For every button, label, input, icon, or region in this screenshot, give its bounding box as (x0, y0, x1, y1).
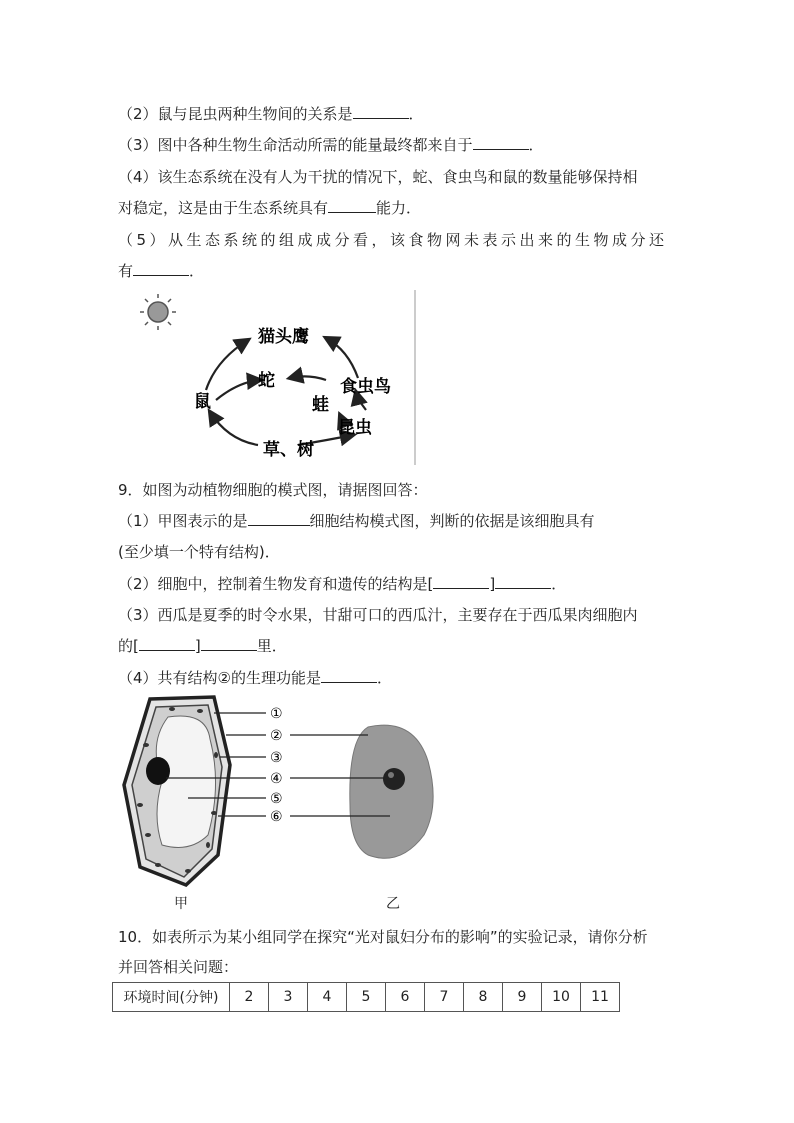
q8-part3: （3）图中各种生物生命活动所需的能量最终都来自于 ． (118, 136, 544, 154)
label-3: ③ (270, 750, 283, 766)
table-cell: 11 (581, 983, 620, 1012)
frog-label: 蛙 (312, 395, 329, 415)
plant-cell (124, 697, 230, 885)
q9-part1-line1: （1）甲图表示的是 细胞结构模式图，判断的依据是该细胞具有 (118, 512, 595, 530)
mouse-label: 鼠 (194, 392, 211, 412)
table-cell: 9 (503, 983, 542, 1012)
bird-label: 食虫鸟 (340, 377, 391, 397)
q8-part5-line1: （5）从生态系统的组成成分看，该食物网未表示出来的生物成分还 (118, 231, 668, 249)
answer-blank[interactable] (321, 668, 377, 683)
animal-cell (350, 725, 433, 858)
table-cell: 6 (386, 983, 425, 1012)
table-cell: 2 (230, 983, 269, 1012)
insect-label: 昆虫 (338, 418, 372, 438)
label-5: ⑤ (270, 791, 283, 807)
table-cell: 8 (464, 983, 503, 1012)
label-4: ④ (270, 771, 283, 787)
label-6: ⑥ (270, 809, 283, 825)
table-row (113, 983, 620, 1012)
answer-blank[interactable] (328, 198, 376, 213)
record-table (112, 982, 620, 1012)
answer-blank[interactable] (495, 574, 551, 589)
q8-part4-line1: （4）该生态系统在没有人为干扰的情况下，蛇、食虫鸟和鼠的数量能够保持相 (118, 168, 638, 186)
q9-part3-line2: 的[ ] 里． (118, 637, 287, 655)
answer-blank[interactable] (473, 135, 529, 150)
q9-part2: （2）细胞中，控制着生物发育和遗传的结构是[ ] ． (118, 575, 567, 593)
answer-blank[interactable] (433, 574, 489, 589)
q8-part4-line2: 对稳定，这是由于生态系统具有 能力． (118, 199, 422, 217)
snake-label: 蛇 (258, 371, 275, 391)
table-header-cell: 环境时间(分钟) (113, 983, 230, 1012)
table-cell: 4 (308, 983, 347, 1012)
answer-blank[interactable] (133, 261, 189, 276)
table-cell: 5 (347, 983, 386, 1012)
q9-part3-line1: （3）西瓜是夏季的时令水果，甘甜可口的西瓜汁，主要存在于西瓜果肉细胞内 (118, 606, 638, 624)
food-web-diagram (118, 290, 418, 465)
plants-label: 草、树 (263, 440, 314, 460)
caption-jia: 甲 (174, 896, 188, 912)
q9-part4: （4）共有结构②的生理功能是 ． (118, 669, 393, 687)
answer-blank[interactable] (139, 636, 195, 651)
caption-yi: 乙 (386, 896, 400, 912)
sun-icon (140, 294, 176, 330)
answer-blank[interactable] (353, 104, 409, 119)
q8-part2: （2）鼠与昆虫两种生物间的关系是 ． (118, 105, 424, 123)
table-cell: 10 (542, 983, 581, 1012)
table-cell: 7 (425, 983, 464, 1012)
q10-line1: 10．如表所示为某小组同学在探究“光对鼠妇分布的影响”的实验记录，请你分析 (118, 928, 648, 946)
table-cell: 3 (269, 983, 308, 1012)
answer-blank[interactable] (201, 636, 257, 651)
q8-part5-line2: 有 ． (118, 262, 205, 280)
q9-part1-line2: (至少填一个特有结构)． (118, 543, 280, 561)
cell-diagrams (118, 695, 448, 890)
label-2: ② (270, 728, 283, 744)
q9-title: 9．如图为动植物细胞的模式图，请据图回答： (118, 481, 428, 499)
answer-blank[interactable] (248, 511, 310, 526)
q10-line2: 并回答相关问题： (118, 958, 239, 976)
owl-label: 猫头鹰 (258, 327, 309, 347)
label-1: ① (270, 706, 283, 722)
